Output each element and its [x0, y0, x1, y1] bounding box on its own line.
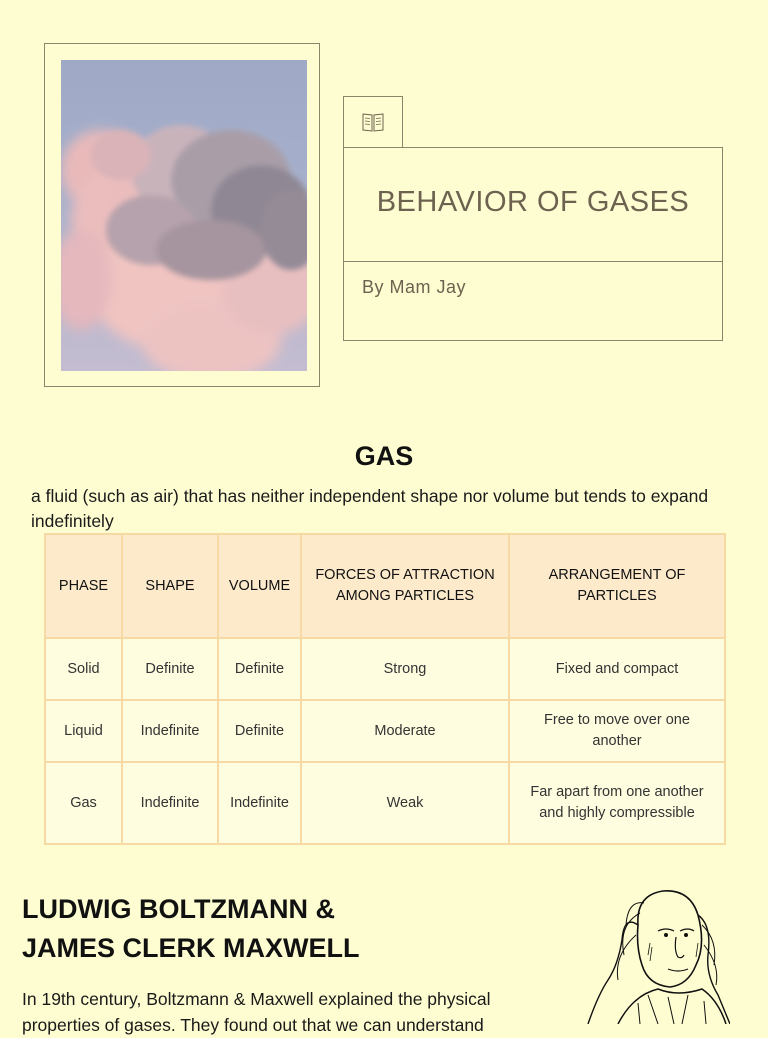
table-cell: Strong	[301, 638, 509, 700]
table-cell: Indefinite	[122, 700, 218, 762]
table-cell: Definite	[218, 700, 301, 762]
header-phase: PHASE	[45, 534, 122, 638]
table-cell: Definite	[218, 638, 301, 700]
engraved-portrait	[578, 885, 730, 1024]
scientists-heading-line1: LUDWIG BOLTZMANN &	[22, 894, 335, 924]
scientists-heading	[22, 890, 360, 968]
table-cell: Free to move over one another	[509, 700, 725, 762]
cloud-photo	[61, 60, 307, 371]
header-volume: VOLUME	[218, 534, 301, 638]
table-header-row	[45, 534, 725, 638]
book-tab	[343, 96, 403, 147]
author-byline: By Mam Jay	[362, 277, 467, 297]
table-cell: Solid	[45, 638, 122, 700]
page-title: BEHAVIOR OF GASES	[376, 186, 690, 218]
table-cell: Fixed and compact	[509, 638, 725, 700]
table-cell: Definite	[122, 638, 218, 700]
title-box	[343, 147, 723, 341]
table-cell: Gas	[45, 762, 122, 844]
table-cell: Indefinite	[218, 762, 301, 844]
open-book-icon	[361, 111, 385, 133]
scientists-text: In 19th century, Boltzmann & Maxwell explained the physical properties of gases. They found out that we can understand	[22, 989, 491, 1035]
header-forces: FORCES OF ATTRACTION AMONG PARTICLES	[301, 534, 509, 638]
title-divider	[344, 261, 722, 262]
table-cell: Far apart from one another and highly compressible	[509, 762, 725, 844]
gas-heading: GAS	[354, 441, 414, 471]
table-row	[45, 762, 725, 844]
table-cell: Weak	[301, 762, 509, 844]
table-row	[45, 638, 725, 700]
header-shape: SHAPE	[122, 534, 218, 638]
gas-definition: a fluid (such as air) that has neither independent shape nor volume but tends to expand indefinitely	[31, 486, 709, 531]
scientists-heading-line2: JAMES CLERK MAXWELL	[22, 933, 360, 963]
table-cell: Liquid	[45, 700, 122, 762]
header-arrangement: ARRANGEMENT OF PARTICLES	[509, 534, 725, 638]
table-cell: Moderate	[301, 700, 509, 762]
table-row	[45, 700, 725, 762]
table-cell: Indefinite	[122, 762, 218, 844]
phase-table	[44, 533, 726, 845]
cover-photo-frame	[44, 43, 320, 387]
